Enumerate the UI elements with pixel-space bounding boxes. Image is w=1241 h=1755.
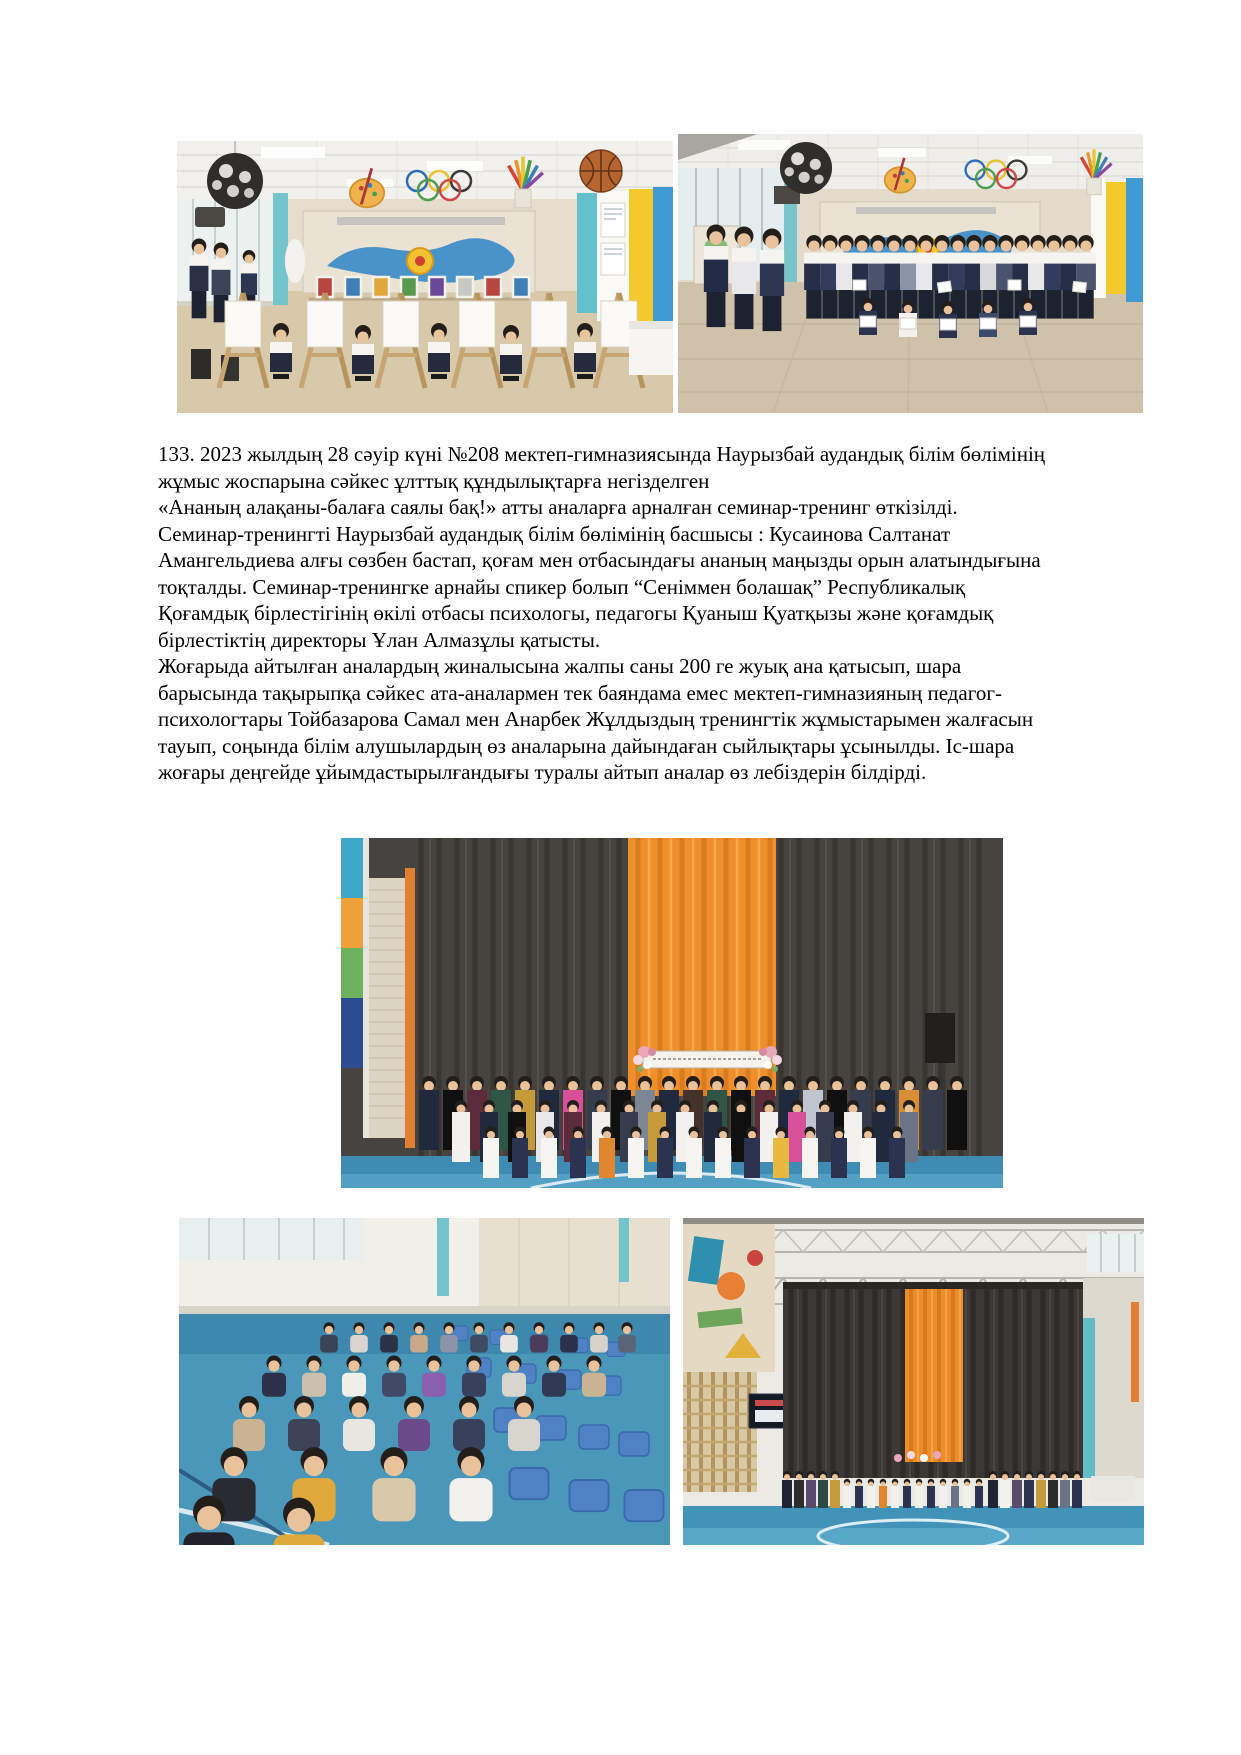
paragraph-line: «Ананың алақаны-балаға саялы бақ!» атты аналарға арналған семинар-тренинг өткізілді.: [158, 495, 958, 519]
sports-mural: [683, 1224, 775, 1372]
soccer-ball-icon: [780, 142, 832, 194]
paragraph-line: Қоғамдық бірлестігінің өкілі отбасы психологы, педагогы Қуаныш Қуатқызы және қоғамдық: [158, 601, 994, 625]
photo-audience-mothers: [179, 1218, 670, 1545]
paragraph-line: тоқталды. Семинар-тренингке арнайы спикер болып “Сеніммен болашақ” Республикалық: [158, 574, 966, 599]
photo-art-classroom: [177, 141, 673, 413]
mannequin: [285, 239, 305, 283]
paragraph-line: Амангельдиева алғы сөзбен бастап, қоғам мен отбасындағы ананың маңызды орын алатындығына: [158, 548, 1041, 572]
grey-curtain: [783, 1282, 1083, 1478]
article-paragraph: [158, 441, 1128, 786]
soccer-ball-icon: [207, 153, 263, 209]
photo-students-group: [678, 134, 1143, 413]
basketball-icon: [580, 150, 622, 192]
paragraph-line: Жоғарыда айтылған аналардың жиналысына жалпы саны 200 ге жуық ана қатысып, шара: [158, 654, 962, 678]
photo-hall-group: [341, 838, 1003, 1188]
photo-gym-group: [683, 1218, 1144, 1545]
projector: [195, 207, 225, 227]
paragraph-line: Семинар-тренингті Наурызбай аудандық білім бөлімінің басшысы : Кусаинова Салтанат: [158, 521, 951, 546]
paragraph-line: барысында тақырыпқа сәйкес ата-аналармен тек баяндама емес мектеп-гимназияның педагог-: [158, 680, 1002, 705]
table: [1091, 1476, 1135, 1502]
paragraph-line: жоғары деңгейде ұйымдастырылғандығы туралы айтып аналар өз лебіздерін білдірді.: [158, 760, 927, 784]
paragraph-line: психологтары Тойбазарова Самал мен Анарбек Жұлдыздың тренингтік жұмыстарымен жалғасын: [158, 707, 1034, 731]
paragraph-line: жұмыс жоспарына сәйкес ұлттық құндылықтарға негізделген: [158, 468, 710, 493]
wall-bars: [683, 1372, 757, 1492]
paragraph-line: бірлестіктің директоры Ұлан Алмазұлы қатысты.: [158, 627, 601, 652]
paragraph-line: 133. 2023 жылдың 28 сәуір күні №208 мектеп-гимназиясында Наурызбай аудандық білім бөлімінің: [158, 442, 1046, 466]
paragraph-line: тауып, соңында білім алушылардың өз аналарына дайындаған сыйлықтары ұсынылды. Іс-шара: [158, 733, 1015, 758]
right-wall: [1083, 1234, 1144, 1478]
